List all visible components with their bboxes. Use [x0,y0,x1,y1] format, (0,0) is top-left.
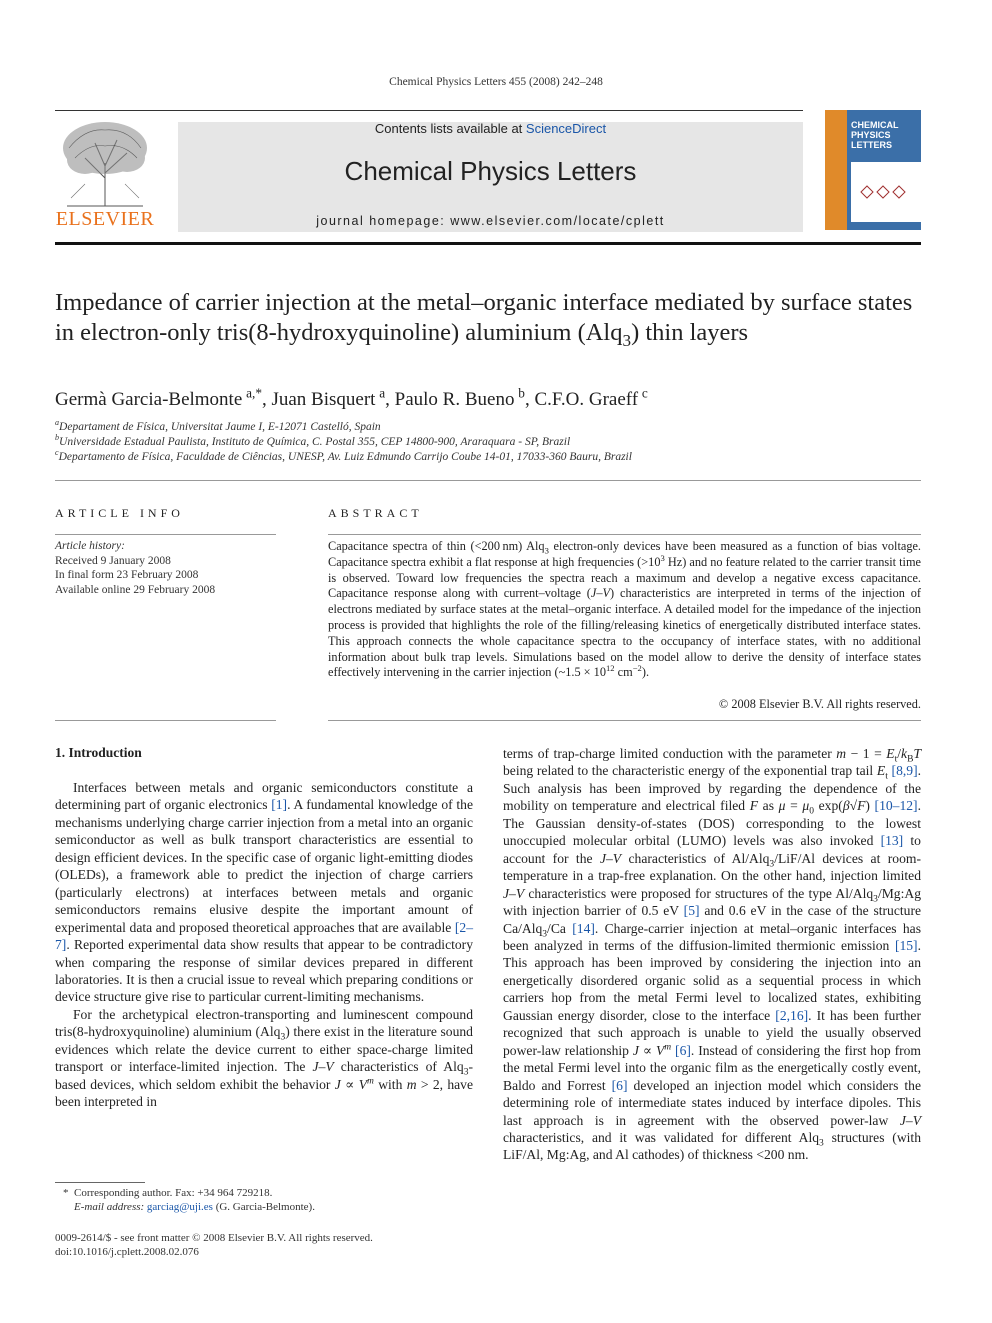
cover-title: CHEMICAL PHYSICS LETTERS [851,120,899,150]
divider [328,534,921,535]
citation-link[interactable]: [10–12] [874,798,918,814]
citation-link[interactable]: [15] [894,937,918,953]
paragraph: For the archetypical electron-transporting and luminescent compound tris(8-hydroxyquinoline) aluminium (Alq$_3$) there exist in the literature sound evidences which relate the device current to either space-charge limited transport or interface-limited injection. The J–V characteristics of Alq$_3$-based devices, which seldom exhibit the behavior $J \propto V^m$ with m > 2, have been interpreted in [55,1006,474,1110]
cover-stripe [825,110,847,230]
sciencedirect-link[interactable]: ScienceDirect [525,121,607,136]
body-column-left [55,779,473,1111]
affiliation: $^a$Departament de Física, Universitat Jaume I, E-12071 Castelló, Spain [55,418,381,433]
email-link[interactable]: garciag@uji.es [146,1201,213,1213]
affiliation: $^b$Universidade Estadual Paulista, Instituto de Química, C. Postal 355, CEP 14800-900, Araraquara - SP, Brazil [55,433,571,448]
author-name[interactable]: Paulo R. Bueno [394,389,515,410]
article-title: Impedance of carrier injection at the metal–organic interface mediated by surface states in electron-only tris(8-hydroxyquinoline) aluminium (Alq$_3$) thin layers [55,289,913,350]
citation-link[interactable]: [8,9] [891,763,918,779]
citation-link[interactable]: [5] [683,903,700,919]
citation-link[interactable]: [2–7] [55,919,473,953]
abstract-copyright: © 2008 Elsevier B.V. All rights reserved. [718,697,921,711]
abstract-heading: ABSTRACT [328,506,423,520]
divider [55,534,276,535]
doi[interactable]: doi:10.1016/j.cplett.2008.02.076 [55,1246,199,1258]
divider [55,720,276,721]
cover-image-panel [851,162,921,222]
author-list: Germà Garcia-Belmonte $^{a,*}$, Juan Bisquert $^a$, Paulo R. Bueno $^b$, C.F.O. Graeff $^c$ [55,385,648,410]
author-name[interactable]: Juan Bisquert [271,389,376,410]
journal-title: Chemical Physics Letters [344,156,637,186]
journal-cover-thumbnail [825,110,921,230]
journal-reference: Chemical Physics Letters 455 (2008) 242–248 [389,76,603,88]
citation-link[interactable]: [1] [271,797,288,813]
article-history: Article history: Received 9 January 2008 In final form 23 February 2008 Available online 29 February 2008 [55,540,216,596]
footnote-rule [55,1182,145,1183]
header-rule-bottom [55,242,921,245]
header-rule-top [55,110,803,111]
abstract-body: Capacitance spectra of thin (<200 nm) Alq$_3$ electron-only devices have been measured as a function of bias voltage. Capacitance spectra exhibit a flat response at high frequencies ($>10^3$ Hz) and no feature related to the carrier transit time is observed. Toward low frequencies the spectra reach a maximum and develop a negative excess capacitance. Capacitance response along with current–voltage (J–V) characteristics are interpreted in terms of the injection of electrons mediated by surface states at the metal–organic interface. A detailed model for the impedance of the injection process is provided that highlights the role of the filling/releasing kinetics of energetically distributed interface states. This approach connects the whole capacitance spectra to the occupancy of interface states, with no additional information about bulk trap levels. Simulations based on the model allow to derive the density of interface states effectively intervening in the carrier injection (~1.5 × $10^{12}$ $cm^{-2}$). [328,539,921,680]
divider [55,480,921,481]
homepage-url[interactable]: www.elsevier.com/locate/cplett [450,214,665,228]
elsevier-wordmark: ELSEVIER [55,208,155,230]
article-info-heading: ARTICLE INFO [55,506,184,520]
front-matter-info: 0009-2614/$ - see front matter © 2008 Elsevier B.V. All rights reserved. doi:10.1016/j.cplett.2008.02.076 [55,1231,475,1259]
citation-link[interactable]: [6] [675,1042,691,1058]
body-column-right [503,745,921,1164]
author-name[interactable]: Germà Garcia-Belmonte [55,389,243,410]
paragraph: terms of trap-charge limited conduction with the parameter $m - 1 = E_t/k_BT$ being related to the characteristic energy of the exponential trap tail $E_t$ [8,9]. Such analysis has been improved by regarding the dependence of the mobility on temperature and electrical filed F as $\mu = \mu_0$ exp(β√F) [10–12]. The Gaussian density-of-states (DOS) corresponding to the lowest unoccupied molecular orbital (LUMO) levels was also invoked [13] to account for the J–V characteristics of Al/Alq$_3$/LiF/Al devices at room-temperature in a trap-free explanation. On the other hand, injection limited J–V characteristics were proposed for structures of the type Al/Alq$_3$/Mg:Ag with injection barrier of 0.5 eV [5] and 0.6 eV in the case of the structure Ca/Alq$_3$/Ca [14]. Charge-carrier injection at metal–organic interfaces has been analyzed in terms of the diffusion-limited thermionic emission [15]. This approach has been improved by considering the injection into an energetically disordered organic solid as a sequential process in which carriers hop from the metal Fermi level to localized states, exhibiting Gaussian energy disorder, close to the interface [2,16]. It has been further recognized that such approach is unable to yield the usually observed power-law relationship $J \propto V^m$ [6]. Instead of considering the first hop from the metal Fermi level into the organic film as the energetically costly event, Baldo and Forrest [6] developed an injection model which considers the determining role of intermediate states induced by interface dipoles. This last approach is in agreement with the observed power-law J–V characteristics, and it was validated for different Alq$_3$ structures (with LiF/Al, Mg:Ag, and Al cathodes) of thickness <200 nm. [503,746,922,1163]
journal-homepage: journal homepage: www.elsevier.com/locate/cplett [316,214,665,228]
contents-line: Contents lists available at ScienceDirect [374,121,607,136]
citation-link[interactable]: [14] [572,920,595,936]
citation-link[interactable]: [6] [611,1077,628,1093]
citation-link[interactable]: [2,16] [775,1007,809,1023]
citation-link[interactable]: [13] [880,833,904,849]
divider [328,720,921,721]
section-heading: 1. Introduction [55,745,142,760]
author-name[interactable]: C.F.O. Graeff [534,389,639,410]
paragraph: Interfaces between metals and organic semiconductors constitute a determining part of organic electronics [1]. A fundamental knowledge of the mechanisms underlying charge carrier injection from a metal into an organic semiconductor as well as bulk transport characteristics are essential to design efficient devices. In the specific case of organic light-emitting diodes (OLEDs), a framework able to predict the injection of charge carriers (particularly electrons) at interfaces between metals and organic semiconductors remains elusive despite the important amount of experimental data and proposed theoretical approaches that are available [2–7]. Reported experimental data show results that appear to be contradictory when comparing the response of similar devices prepared in different laboratories. It is then a crucial issue to reveal which preparing conditions or device structure give rise to particular current-limiting mechanisms. [55,780,473,1005]
footnote: * Corresponding author. Fax: +34 964 729218. E-mail address: garciag@uji.es (G. Garcia-Belmonte). [63,1187,315,1213]
affiliation: $^c$Departamento de Física, Faculdade de Ciências, UNESP, Av. Luiz Edmundo Carrijo Coube 14-01, 17033-360 Bauru, Brazil [55,448,632,463]
